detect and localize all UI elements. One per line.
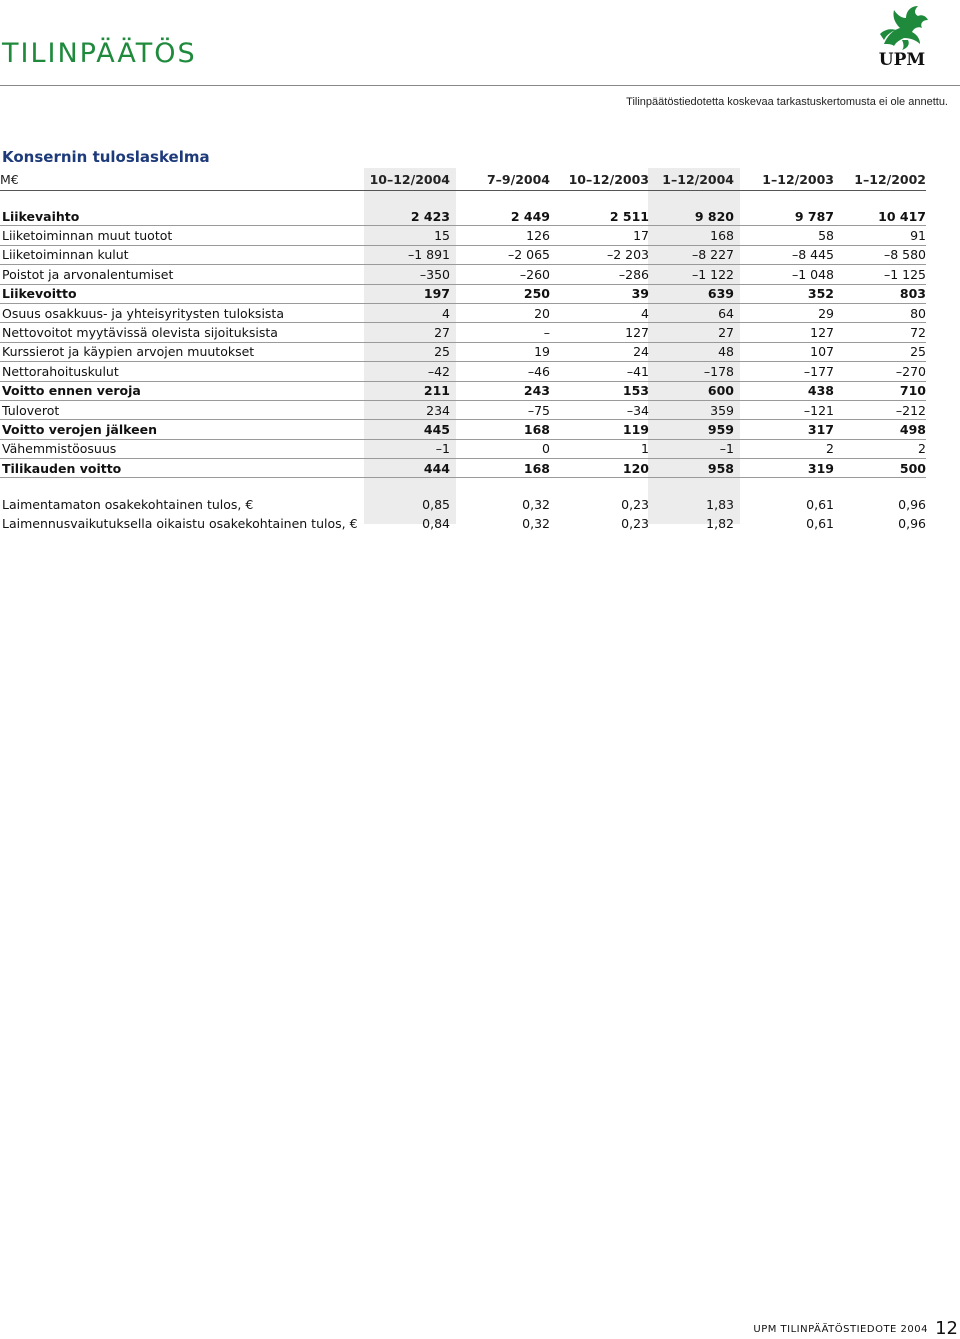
- table-cell: 25: [834, 342, 926, 361]
- table-cell: 119: [550, 420, 649, 439]
- table-cell: 168: [450, 420, 550, 439]
- table-cell: 2: [834, 439, 926, 458]
- table-cell: 1,82: [706, 515, 734, 531]
- table-cell: 39: [550, 284, 649, 303]
- table-cell: 4: [360, 303, 450, 322]
- row-label: Liiketoiminnan muut tuotot: [0, 226, 360, 245]
- table-cell: 2: [734, 439, 834, 458]
- table-row: [0, 323, 926, 342]
- table-cell: –350: [360, 265, 450, 284]
- table-cell: 445: [360, 420, 450, 439]
- table-cell: 10 417: [834, 207, 926, 226]
- footer-text: UPM TILINPÄÄTÖSTIEDOTE 2004: [753, 1324, 928, 1335]
- table-cell: 0,61: [806, 515, 834, 531]
- table-cell: 168: [649, 226, 734, 245]
- table-cell: –1: [360, 439, 450, 458]
- table-cell: 48: [649, 342, 734, 361]
- table-cell: 126: [450, 226, 550, 245]
- table-cell: –178: [649, 362, 734, 381]
- table-row: [0, 303, 926, 322]
- table-cell: 0: [450, 439, 550, 458]
- logo-wordmark: UPM: [878, 50, 926, 70]
- table-cell: 317: [734, 420, 834, 439]
- table-cell: 120: [550, 459, 649, 478]
- table-cell: 250: [450, 284, 550, 303]
- row-label: Tuloverot: [0, 400, 360, 419]
- table-cell: –1 122: [649, 265, 734, 284]
- table-cell: 9 787: [734, 207, 834, 226]
- row-label: Osuus osakkuus- ja yhteisyritysten tuloksista: [0, 303, 360, 322]
- table-cell: –41: [550, 362, 649, 381]
- column-header: 1–12/2004: [649, 168, 734, 191]
- table-cell: 27: [649, 323, 734, 342]
- table-cell: –8 227: [649, 245, 734, 264]
- column-header: 10–12/2003: [550, 168, 649, 191]
- table-cell: –270: [834, 362, 926, 381]
- table-cell: –8 580: [834, 245, 926, 264]
- table-cell: –34: [550, 400, 649, 419]
- row-label: Voitto ennen veroja: [0, 381, 360, 400]
- table-cell: 438: [734, 381, 834, 400]
- table-cell: –1 891: [360, 245, 450, 264]
- table-cell: 197: [360, 284, 450, 303]
- griffin-icon: [874, 4, 930, 50]
- audit-disclaimer: Tilinpäätöstiedotetta koskevaa tarkastuskertomusta ei ole annettu.: [626, 96, 948, 108]
- column-header: 1–12/2003: [734, 168, 834, 191]
- table-cell: –286: [550, 265, 649, 284]
- row-label: Nettovoitot myytävissä olevista sijoituksista: [0, 323, 360, 342]
- table-cell: 0,84: [422, 515, 450, 531]
- spacer-row: [0, 191, 926, 208]
- table-cell: 0,61: [806, 497, 834, 513]
- table-cell: 600: [649, 381, 734, 400]
- table-cell: 500: [834, 459, 926, 478]
- table-cell: 1: [550, 439, 649, 458]
- table-cell: 64: [649, 303, 734, 322]
- table-cell: 234: [360, 400, 450, 419]
- table-cell: 319: [734, 459, 834, 478]
- table-cell: 72: [834, 323, 926, 342]
- table-cell: 359: [649, 400, 734, 419]
- table-cell: –1 048: [734, 265, 834, 284]
- table-cell: –: [450, 323, 550, 342]
- column-header: 7–9/2004: [450, 168, 550, 191]
- table-cell: 710: [834, 381, 926, 400]
- row-label: Nettorahoituskulut: [0, 362, 360, 381]
- table-cell: 15: [360, 226, 450, 245]
- table-cell: 958: [649, 459, 734, 478]
- table-cell: 0,96: [898, 515, 926, 531]
- table-cell: –1: [649, 439, 734, 458]
- table-cell: –177: [734, 362, 834, 381]
- table-cell: 9 820: [649, 207, 734, 226]
- table-row: [0, 495, 926, 513]
- header-rule: [0, 85, 960, 86]
- column-header: 10–12/2004: [360, 168, 450, 191]
- table-cell: –121: [734, 400, 834, 419]
- income-statement-table: [0, 168, 930, 532]
- section-title: Konsernin tuloslaskelma: [2, 148, 210, 166]
- table-cell: 498: [834, 420, 926, 439]
- row-label: Liiketoiminnan kulut: [0, 245, 360, 264]
- table-cell: 29: [734, 303, 834, 322]
- table-cell: 25: [360, 342, 450, 361]
- table-cell: 17: [550, 226, 649, 245]
- table-cell: 0,23: [621, 497, 649, 513]
- row-label: Liikevoitto: [0, 284, 360, 303]
- row-label: Kurssierot ja käypien arvojen muutokset: [0, 342, 360, 361]
- row-label: Tilikauden voitto: [0, 459, 360, 478]
- table-cell: 0,32: [522, 515, 550, 531]
- table-cell: 2 423: [360, 207, 450, 226]
- table-row: [0, 514, 926, 532]
- table-cell: –8 445: [734, 245, 834, 264]
- table-cell: 91: [834, 226, 926, 245]
- table-row: [0, 265, 926, 284]
- table-cell: –212: [834, 400, 926, 419]
- table-cell: 168: [450, 459, 550, 478]
- table-cell: –42: [360, 362, 450, 381]
- page-title: TILINPÄÄTÖS: [2, 38, 197, 69]
- row-label: Voitto verojen jälkeen: [0, 420, 360, 439]
- table-cell: 352: [734, 284, 834, 303]
- table-row: [0, 381, 926, 400]
- table-row: [0, 245, 926, 264]
- table-cell: 243: [450, 381, 550, 400]
- table-cell: 127: [734, 323, 834, 342]
- table-cell: 0,32: [522, 497, 550, 513]
- table-cell: –260: [450, 265, 550, 284]
- table-cell: –46: [450, 362, 550, 381]
- table-cell: 80: [834, 303, 926, 322]
- row-label: Liikevaihto: [0, 207, 360, 226]
- table-cell: 1,83: [706, 497, 734, 513]
- table-cell: 0,23: [621, 515, 649, 531]
- table-cell: 127: [550, 323, 649, 342]
- table-cell: –2 065: [450, 245, 550, 264]
- row-label: Laimentamaton osakekohtainen tulos, €: [2, 497, 254, 513]
- table-cell: –2 203: [550, 245, 649, 264]
- table-cell: 959: [649, 420, 734, 439]
- table-cell: 19: [450, 342, 550, 361]
- table-cell: 0,96: [898, 497, 926, 513]
- table-cell: 24: [550, 342, 649, 361]
- table-cell: 58: [734, 226, 834, 245]
- table-cell: –1 125: [834, 265, 926, 284]
- table-cell: 4: [550, 303, 649, 322]
- table-cell: 27: [360, 323, 450, 342]
- row-label: Vähemmistöosuus: [0, 439, 360, 458]
- table-cell: 20: [450, 303, 550, 322]
- table-cell: 107: [734, 342, 834, 361]
- table-cell: 639: [649, 284, 734, 303]
- table-cell: 211: [360, 381, 450, 400]
- table-row: [0, 342, 926, 361]
- table-cell: 0,85: [422, 497, 450, 513]
- table-cell: 444: [360, 459, 450, 478]
- table-row: [0, 439, 926, 458]
- page-number: 12: [935, 1318, 958, 1339]
- table-row: [0, 284, 926, 303]
- table-cell: –75: [450, 400, 550, 419]
- table-cell: 803: [834, 284, 926, 303]
- table-cell: 153: [550, 381, 649, 400]
- spacer-row: [0, 478, 926, 496]
- table-row: [0, 400, 926, 419]
- table-row: [0, 226, 926, 245]
- table-row: [0, 459, 926, 478]
- unit-label: M€: [0, 168, 360, 191]
- table-header-row: [0, 168, 926, 191]
- table-row: [0, 207, 926, 226]
- row-label: Laimennusvaikutuksella oikaistu osakekohtainen tulos, €: [2, 515, 358, 531]
- table-cell: 2 449: [450, 207, 550, 226]
- upm-logo: [874, 4, 930, 70]
- column-header: 1–12/2002: [834, 168, 926, 191]
- table-cell: 2 511: [550, 207, 649, 226]
- row-label: Poistot ja arvonalentumiset: [0, 265, 360, 284]
- table-row: [0, 362, 926, 381]
- table-row: [0, 420, 926, 439]
